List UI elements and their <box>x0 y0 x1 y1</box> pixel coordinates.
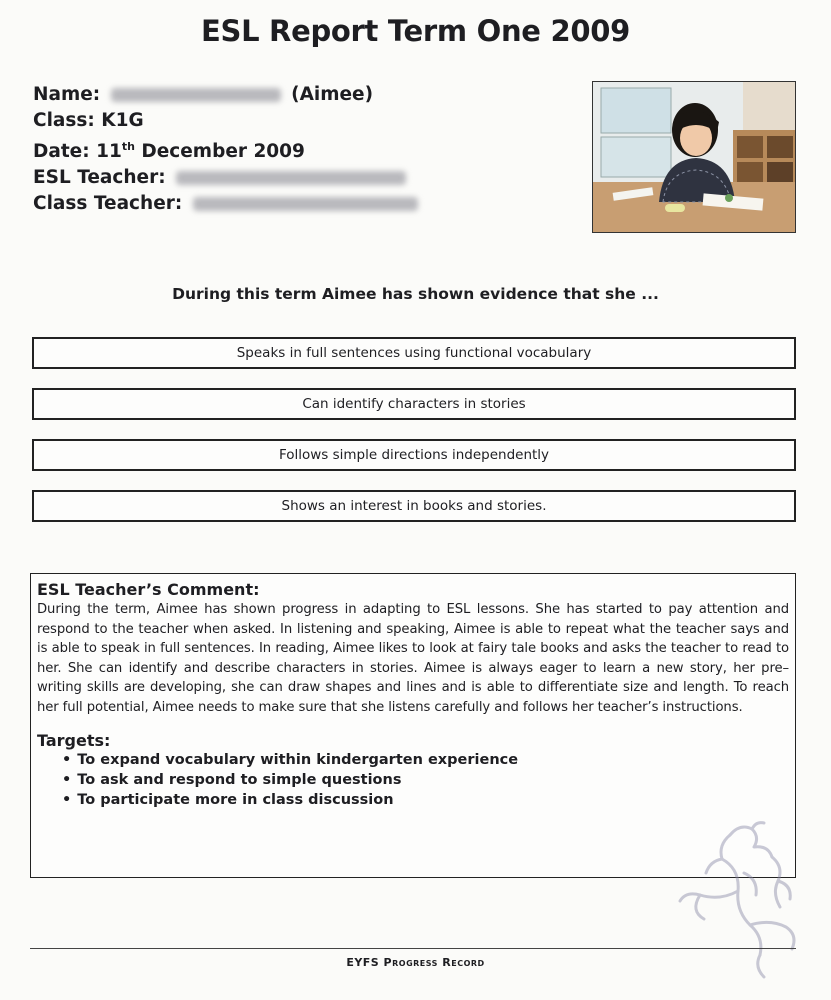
redacted-esl-teacher <box>176 171 406 185</box>
report-title: ESL Report Term One 2009 <box>200 14 630 48</box>
targets-heading: Targets: <box>37 731 111 750</box>
classroom-photo-illustration <box>593 82 796 233</box>
date-day: 11 <box>96 141 122 163</box>
esl-teacher-label: ESL Teacher: <box>33 167 166 189</box>
name-label: Name: <box>33 84 101 105</box>
evidence-box <box>32 490 796 522</box>
target-item: • To participate more in class discussion <box>62 790 789 810</box>
target-item: • To ask and respond to simple questions <box>62 770 789 790</box>
comment-heading: ESL Teacher’s Comment: <box>37 580 260 599</box>
date-label: Date: <box>33 141 90 163</box>
footer-divider <box>30 948 796 949</box>
date-row <box>33 134 422 165</box>
evidence-text: Shows an interest in books and stories. <box>281 498 547 514</box>
class-row <box>33 108 422 134</box>
evidence-intro: During this term Aimee has shown evidence that she ... <box>172 285 659 303</box>
esl-teacher-row <box>33 165 422 191</box>
class-value: K1G <box>101 110 144 131</box>
class-label: Class: <box>33 110 95 131</box>
comment-body: During the term, Aimee has shown progress in adapting to ESL lessons. She has started to pay attention and respond to the teacher when asked. In listening and speaking, Aimee is able to repeat what the teacher says and is able to speak in full sentences. In reading, Aimee likes to look at fairy tale books and asks the teacher to read to her. She can identify and describe characters in stories. Aimee is always eager to learn a new story, her pre– writing skills are developing, she can draw shapes and lines and is able to differentiate size and length. To reach her full potential, Aimee needs to make sure that she listens carefully and follows her teacher’s instructions. <box>37 602 789 715</box>
class-teacher-label: Class Teacher: <box>33 193 183 215</box>
evidence-box <box>32 439 796 471</box>
evidence-text: Speaks in full sentences using functional vocabulary <box>236 345 592 361</box>
evidence-box <box>32 337 796 369</box>
redacted-class-teacher <box>193 197 418 211</box>
evidence-text: Follows simple directions independently <box>278 447 550 463</box>
student-info <box>33 82 422 217</box>
redacted-name <box>111 88 281 102</box>
student-photo <box>592 81 796 233</box>
date-suffix: th <box>121 140 135 153</box>
class-teacher-row <box>33 191 422 217</box>
name-nickname: (Aimee) <box>291 84 374 105</box>
date-rest: December 2009 <box>141 141 305 163</box>
footer-label: EYFS Progress Record <box>346 956 485 969</box>
name-row <box>33 82 422 108</box>
target-item: • To expand vocabulary within kindergarten experience <box>62 750 789 770</box>
evidence-text: Can identify characters in stories <box>302 396 526 412</box>
evidence-box <box>32 388 796 420</box>
targets-list <box>37 750 789 810</box>
